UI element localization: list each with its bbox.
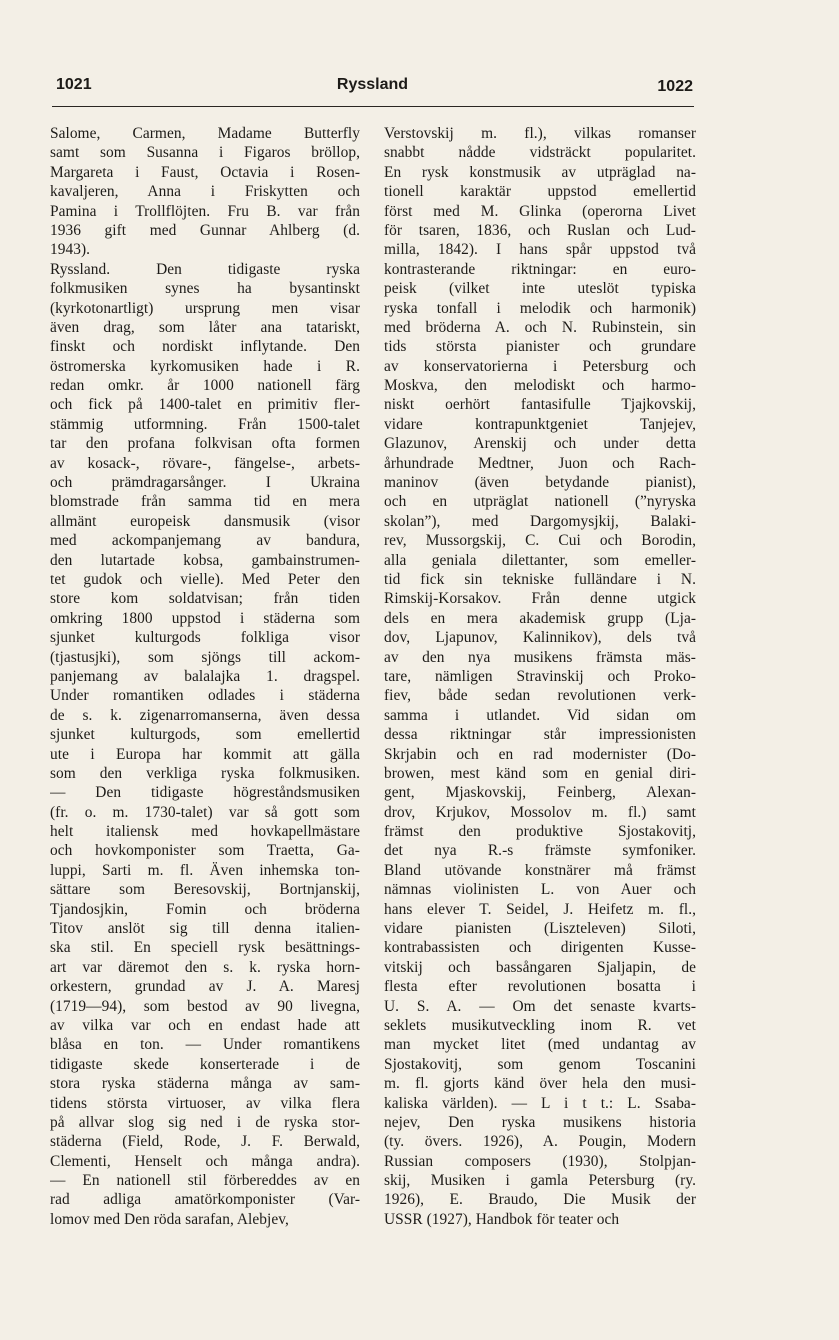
text-line: tids största pianister och grundare [384,338,696,356]
text-line: av kosack-, rövare-, fängelse-, arbets- [50,454,360,472]
text-line: luppi, Sarti m. fl. Även inhemska ton- [50,861,360,879]
text-line: tet gudok och vielle). Med Peter den [50,570,360,588]
text-line: man mycket litet (med undantag av [384,1036,696,1054]
text-line: århundrade Medtner, Juon och Rach- [384,454,696,472]
text-line: Bland utövande konstnärer må främst [384,861,696,879]
page-header [50,68,695,108]
text-line: Ryssland. Den tidigaste ryska [50,260,360,278]
text-line: sjunket kulturgods, som emellertid [50,726,360,744]
text-line: redan omkr. år 1000 nationell färg [50,377,360,395]
text-line: tionell karaktär uppstod emellertid [384,183,696,201]
text-line: — Den tidigaste högreståndsmusiken [50,784,360,802]
text-line: Russian composers (1930), Stolpjan- [384,1152,696,1170]
text-line: som den verkliga ryska folkmusiken. [50,764,360,782]
text-line: 1936 gift med Gunnar Ahlberg (d. [50,221,360,239]
text-line: Salome, Carmen, Madame Butterfly [50,125,360,142]
text-line: (tjastusjki), som sjöngs till ackom- [50,648,360,666]
text-line: fiev, både sedan revolutionen verk- [384,687,696,705]
right-text-column [384,124,696,1229]
text-line: Titov anslöt sig till denna italien- [50,920,360,938]
text-line: snabbt nådde vidsträckt popularitet. [384,144,696,162]
header-rule [52,106,694,107]
text-line: omkring 1800 uppstod i städerna som [50,609,360,627]
text-line: av konservatorierna i Petersburg och [384,357,696,375]
right-page-number: 1022 [657,78,693,95]
text-line: östromerska kyrkomusiken hade i R. [50,357,360,375]
text-line: av den nya musikens främsta mäs- [384,648,696,666]
text-line: lomov med Den röda sarafan, Alebjev, [50,1210,289,1228]
text-line: folkmusiken synes ha bysantinskt [50,280,360,298]
text-line: dels en mera akademisk grupp (Lja- [384,609,696,627]
text-line: och prämdragarsånger. I Ukraina [50,474,360,492]
text-line: för tsaren, 1836, och Ruslan och Lud- [384,221,696,239]
text-line: 1943). [50,241,91,259]
text-line: blomstrade från samma tid en mera [50,493,360,511]
text-line: rev, Mussorgskij, C. Cui och Borodin, [384,532,696,550]
text-line: Under romantiken odlades i städerna [50,687,360,705]
text-line: finskt och nordiskt inflytande. Den [50,338,360,356]
text-line: ryska tonfall i melodik och harmonik) [384,299,696,317]
text-line: hans elever T. Seidel, J. Heifetz m. fl., [384,900,696,918]
text-line: seklets musikutveckling inom R. vet [384,1016,696,1034]
text-line: store kom soldatvisan; från tiden [50,590,360,608]
text-line: skolan”), med Dargomysjkij, Balaki- [384,512,696,530]
text-line: på allvar slog sig ned i de ryska stor- [50,1113,360,1131]
text-line: (kyrkotonartligt) ursprung men visar [50,299,360,317]
text-line: orkestern, grundad av J. A. Maresj [50,978,360,996]
text-line: med bröderna A. och N. Rubinstein, sin [384,318,696,336]
text-line: blåsa en ton. — Under romantikens [50,1036,360,1054]
text-line: ute i Europa har kommit att gälla [50,745,360,763]
text-line: flesta efter revolutionen bosatta i [384,978,696,996]
text-line: En rysk konstmusik av utpräglad na- [384,163,696,181]
text-line: Tjandosjkin, Fomin och bröderna [50,900,360,918]
text-line: Verstovskij m. fl.), vilkas romanser [384,125,696,142]
text-line: (1719—94), som bestod av 90 livegna, [50,997,360,1015]
text-line: och fick på 1400-talet en primitiv fler- [50,396,360,414]
running-title: Ryssland [336,76,409,93]
text-line: browen, mest känd som en genial diri- [384,764,696,782]
text-line: alla geniala dilettanter, som emeller- [384,551,696,569]
text-line: de s. k. zigenarromanserna, även dessa [50,706,360,724]
text-line: kontrasterande riktningar: en euro- [384,260,696,278]
text-line: panjemang av balalajka 1. dragspel. [50,667,360,685]
text-line: Skrjabin och en rad modernister (Do- [384,745,696,763]
text-line: 1926), E. Braudo, Die Musik der [384,1191,696,1209]
text-line: (ty. övers. 1926), A. Pougin, Modern [384,1133,696,1151]
text-line: sättare som Beresovskij, Bortnjanskij, [50,881,360,899]
text-line: kavaljeren, Anna i Friskytten och [50,183,360,201]
text-line: kontrabassisten och dirigenten Kusse- [384,939,696,957]
text-line: peisk (vilket inte uteslöt typiska [384,280,696,298]
text-line: Clementi, Henselt och många andra). [50,1152,360,1170]
text-line: samma i utlandet. Vid sidan om [384,706,696,724]
left-page-number: 1021 [56,76,92,93]
text-line: vitskij och bassångaren Sjaljapin, de [384,958,696,976]
text-line: tid fick sin tekniske fulländare i N. [384,570,696,588]
left-text-column [50,124,360,1229]
text-line: drov, Krjukov, Mossolov m. fl.) samt [384,803,696,821]
text-line: nejev, Den ryska musikens historia [384,1113,696,1131]
text-line: niskt oerhört fantasifulle Tjajkovskij, [384,396,696,414]
text-line: Pamina i Trollflöjten. Fru B. var från [50,202,360,220]
text-line: tar den profana folkvisan ofta formen [50,435,360,453]
text-line: art var däremot den s. k. ryska horn- [50,958,360,976]
text-line: allmänt europeisk dansmusik (visor [50,512,360,530]
text-line: skij, Musiken i gamla Petersburg (ry. [384,1172,696,1190]
text-line: milla, 1842). I hans spår uppstod två [384,241,696,259]
text-line: och en utpräglat nationell (”nyryska [384,493,696,511]
text-line: dessa riktningar står impressionisten [384,726,696,744]
text-line: främst den produktive Sjostakovitj, [384,823,696,841]
text-line: vidare pianisten (Liszteleven) Siloti, [384,920,696,938]
text-line: m. fl. gjorts känd över hela den musi- [384,1075,696,1093]
text-line: (fr. o. m. 1730-talet) var så gott som [50,803,360,821]
text-line: sjunket kulturgods folkliga visor [50,629,360,647]
text-line: nämnas violinisten L. von Auer och [384,881,696,899]
text-line: och hovkomponister som Traetta, Ga- [50,842,360,860]
text-line: även drag, som låter ana tatariskt, [50,318,360,336]
text-line: Glazunov, Arenskij och under detta [384,435,696,453]
text-line: tidigaste skede konserterade i de [50,1055,360,1073]
text-line: tidens största virtuoser, av vilka flera [50,1094,360,1112]
text-line: med ackompanjemang av bandura, [50,532,360,550]
text-line: städerna (Field, Rode, J. F. Berwald, [50,1133,360,1151]
text-line: Rimskij-Korsakov. Från denne utgick [384,590,696,608]
text-line: — En nationell stil förbereddes av en [50,1172,360,1190]
text-line: kaliska världen). — L i t t.: L. Ssaba- [384,1094,696,1112]
text-line: Moskva, den melodiskt och harmo- [384,377,696,395]
text-line: det nya R.-s främste symfoniker. [384,842,696,860]
text-line: stora ryska städerna många av sam- [50,1075,360,1093]
text-line: USSR (1927), Handbok för teater och [384,1210,620,1228]
text-line: den lutartade kobsa, gambainstrumen- [50,551,360,569]
text-line: Margareta i Faust, Octavia i Rosen- [50,163,360,181]
text-line: samt som Susanna i Figaros bröllop, [50,144,360,162]
text-line: gent, Mjaskovskij, Feinberg, Alexan- [384,784,696,802]
text-line: först med M. Glinka (operorna Livet [384,202,696,220]
text-line: dov, Ljapunov, Kalinnikov), dels två [384,629,696,647]
text-line: helt italiensk med hovkapellmästare [50,823,360,841]
text-line: tare, nämligen Stravinskij och Proko- [384,667,696,685]
text-line: Sjostakovitj, som genom Toscanini [384,1055,696,1073]
text-line: vidare kontrapunktgeniet Tanjejev, [384,415,696,433]
text-line: stämmig utformning. Från 1500-talet [50,415,360,433]
text-line: maninov (även betydande pianist), [384,474,696,492]
text-line: rad adliga amatörkomponister (Var- [50,1191,360,1209]
text-line: av vilka var och en endast hade att [50,1016,360,1034]
text-line: U. S. A. — Om det senaste kvarts- [384,997,696,1015]
text-line: ska stil. En speciell rysk besättnings- [50,939,360,957]
